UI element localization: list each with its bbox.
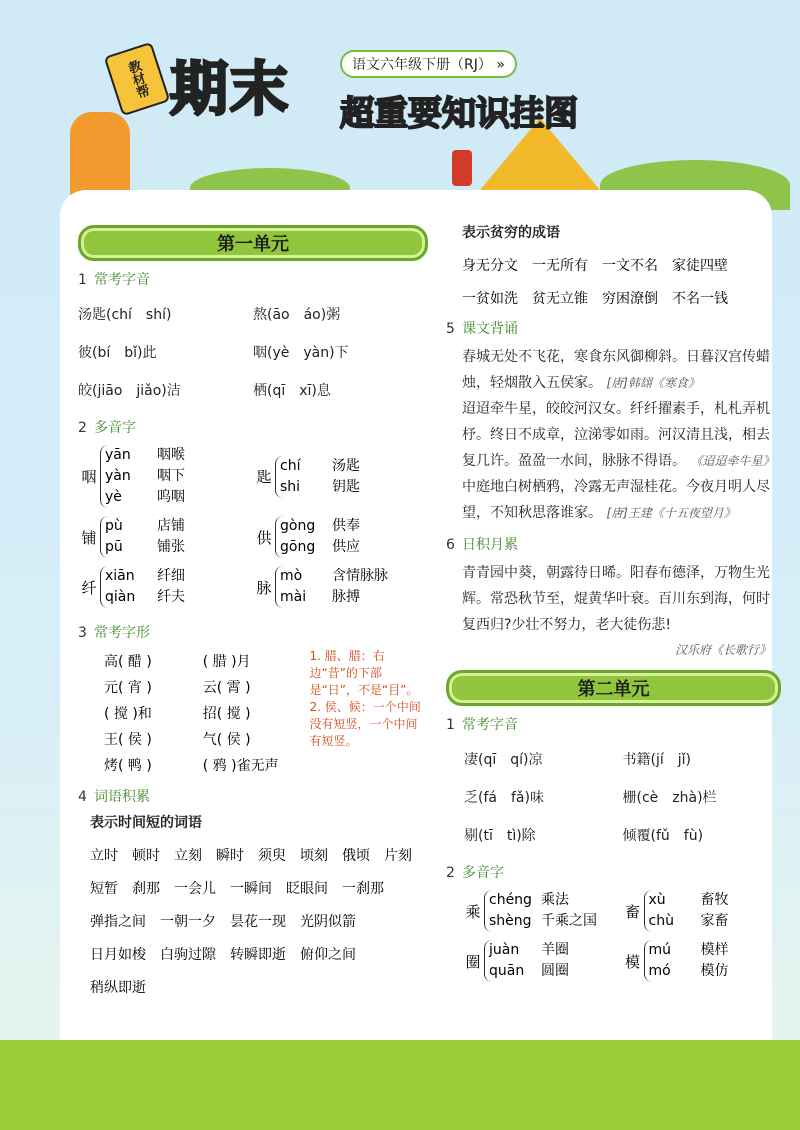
word-item: 短暂 bbox=[90, 881, 118, 897]
word-item: 俄顷 bbox=[342, 848, 370, 864]
pron-row: 剔(tī tì)除 倾覆(fǔ fù) bbox=[464, 828, 704, 844]
polyphone-group: 畜 xù 畜牧 chù 家畜 bbox=[622, 890, 782, 932]
word-list bbox=[90, 840, 428, 1005]
polyphone-group: 脉 mò 含情脉脉 mài 脉搏 bbox=[253, 566, 428, 608]
unit2-banner: 第二单元 bbox=[446, 670, 781, 706]
word-item: 日月如梭 bbox=[90, 947, 146, 963]
camper-figure-icon bbox=[70, 112, 130, 202]
word-item: 穷困潦倒 bbox=[602, 291, 658, 307]
polyphone-group: 供 gòng 供奉 gōng 供应 bbox=[253, 516, 428, 558]
section-title: 1 常考字音 bbox=[446, 717, 518, 733]
lantern-icon bbox=[452, 150, 472, 186]
glyph-row: 王( 侯 ) 气( 侯 ) bbox=[104, 732, 251, 748]
word-item: 贫无立锥 bbox=[532, 291, 588, 307]
polyphone-row bbox=[78, 564, 428, 614]
word-item: 一瞬间 bbox=[230, 881, 272, 897]
section-title: 3 常考字形 bbox=[78, 625, 150, 641]
poem-text: 迢迢牵牛星，皎皎河汉女。纤纤擢素手，札札弄机杼。终日不成章，泣涕零如雨。河汉清且浅，相去复几许。盈盈一水间，脉脉不得语。 《迢迢牵牛星》 bbox=[462, 401, 775, 469]
polyphone-row bbox=[78, 443, 428, 514]
word-item: 立刻 bbox=[174, 848, 202, 864]
word-item: 眨眼间 bbox=[286, 881, 328, 897]
word-item: 顷刻 bbox=[300, 848, 328, 864]
pron-row: 汤匙(chí shí) 熬(āo áo)粥 bbox=[78, 307, 341, 323]
glyph-block bbox=[78, 648, 428, 778]
word-item: 俯仰之间 bbox=[300, 947, 356, 963]
polyphone-group: 乘 chéng 乘法 shèng 千乘之国 bbox=[462, 890, 622, 932]
poem-text: 春城无处不飞花，寒食东风御柳斜。日暮汉宫传蜡烛，轻烟散入五侯家。 [唐]韩翃《寒食》 bbox=[462, 349, 770, 391]
word-item: 刹那 bbox=[132, 881, 160, 897]
pron-row: 凄(qī qí)凉 书籍(jí jǐ) bbox=[464, 752, 691, 768]
right-column bbox=[446, 218, 781, 988]
grade-tag: 语文六年级下册（RJ） » bbox=[340, 50, 517, 78]
polyphone-row bbox=[446, 888, 781, 938]
idiom-list bbox=[462, 250, 781, 316]
polyphone-row bbox=[446, 938, 781, 988]
glyph-row: 高( 醋 ) ( 腊 )月 bbox=[104, 654, 251, 670]
pron-row: 乏(fá fǎ)味 栅(cè zhà)栏 bbox=[464, 790, 717, 806]
pron-row: 彼(bí bǐ)此 咽(yè yàn)下 bbox=[78, 345, 349, 361]
word-item: 身无分文 bbox=[462, 258, 518, 274]
glyph-note: 1. 腊、腊：右边“昔”的下部是“日”，不是“目”。 2. 侯、候：一个中间没有短竖，一个中间有短竖。 bbox=[309, 649, 421, 748]
section-title: 2 多音字 bbox=[446, 865, 504, 881]
glyph-row: 烤( 鸭 ) ( 鸦 )雀无声 bbox=[104, 758, 279, 774]
poem-source: 汉乐府《长歌行》 bbox=[674, 643, 771, 657]
word-item: 不名一钱 bbox=[672, 291, 728, 307]
polyphone-group: 匙 chí 汤匙 shi 钥匙 bbox=[253, 445, 428, 508]
word-item: 片刻 bbox=[384, 848, 412, 864]
polyphone-group: 圈 juàn 羊圈 quān 圆圈 bbox=[462, 940, 622, 982]
glyph-row: 元( 宵 ) 云( 霄 ) bbox=[104, 680, 251, 696]
unit1-banner: 第一单元 bbox=[78, 225, 428, 261]
sub-title: 超重要知识挂图 bbox=[340, 94, 578, 134]
word-item: 一贫如洗 bbox=[462, 291, 518, 307]
polyphone-group: 咽 yān 咽喉 yàn 咽下 yè 呜咽 bbox=[78, 445, 253, 508]
word-item: 一会儿 bbox=[174, 881, 216, 897]
main-title: 期末 bbox=[170, 55, 291, 123]
polyphone-row bbox=[78, 514, 428, 564]
pron-row: 皎(jiāo jiǎo)洁 栖(qī xī)息 bbox=[78, 383, 331, 399]
textbook-badge: 教材帮 bbox=[104, 42, 171, 116]
polyphone-group: 纤 xiān 纤细 qiàn 纤夫 bbox=[78, 566, 253, 608]
word-item: 立时 bbox=[90, 848, 118, 864]
word-item: 一文不名 bbox=[602, 258, 658, 274]
word-item: 一朝一夕 bbox=[160, 914, 216, 930]
word-item: 弹指之间 bbox=[90, 914, 146, 930]
word-item: 瞬时 bbox=[216, 848, 244, 864]
section-title: 4 词语积累 bbox=[78, 789, 150, 805]
word-subheading: 表示时间短的词语 bbox=[90, 815, 202, 831]
word-item: 稍纵即逝 bbox=[90, 980, 146, 996]
word-item: 顿时 bbox=[132, 848, 160, 864]
word-item: 转瞬即逝 bbox=[230, 947, 286, 963]
word-item: 光阴似箭 bbox=[300, 914, 356, 930]
polyphone-group: 铺 pù 店铺 pū 铺张 bbox=[78, 516, 253, 558]
section-title: 2 多音字 bbox=[78, 420, 136, 436]
glyph-row: ( 搅 )和 招( 搅 ) bbox=[104, 706, 251, 722]
word-item: 家徒四壁 bbox=[672, 258, 728, 274]
section-title: 5 课文背诵 bbox=[446, 321, 518, 337]
polyphone-group: 模 mú 模样 mó 模仿 bbox=[622, 940, 782, 982]
word-item: 一刹那 bbox=[342, 881, 384, 897]
word-item: 昙花一现 bbox=[230, 914, 286, 930]
grass-strip bbox=[0, 1040, 800, 1130]
left-column bbox=[78, 225, 428, 1005]
section-title: 6 日积月累 bbox=[446, 537, 518, 553]
poem-text: 青青园中葵，朝露待日晞。阳春布德泽，万物生光辉。常恐秋节至，焜黄华叶衰。百川东到海，何时复西归?少壮不努力，老大徒伤悲! bbox=[462, 565, 770, 633]
word-subheading: 表示贫穷的成语 bbox=[462, 225, 560, 241]
section-title: 1 常考字音 bbox=[78, 272, 150, 288]
word-item: 白驹过隙 bbox=[160, 947, 216, 963]
poem-text: 中庭地白树栖鸦，冷露无声湿桂花。今夜月明人尽望，不知秋思落谁家。 [唐]王建《十五夜望月》 bbox=[462, 479, 770, 521]
word-item: 一无所有 bbox=[532, 258, 588, 274]
word-item: 须臾 bbox=[258, 848, 286, 864]
